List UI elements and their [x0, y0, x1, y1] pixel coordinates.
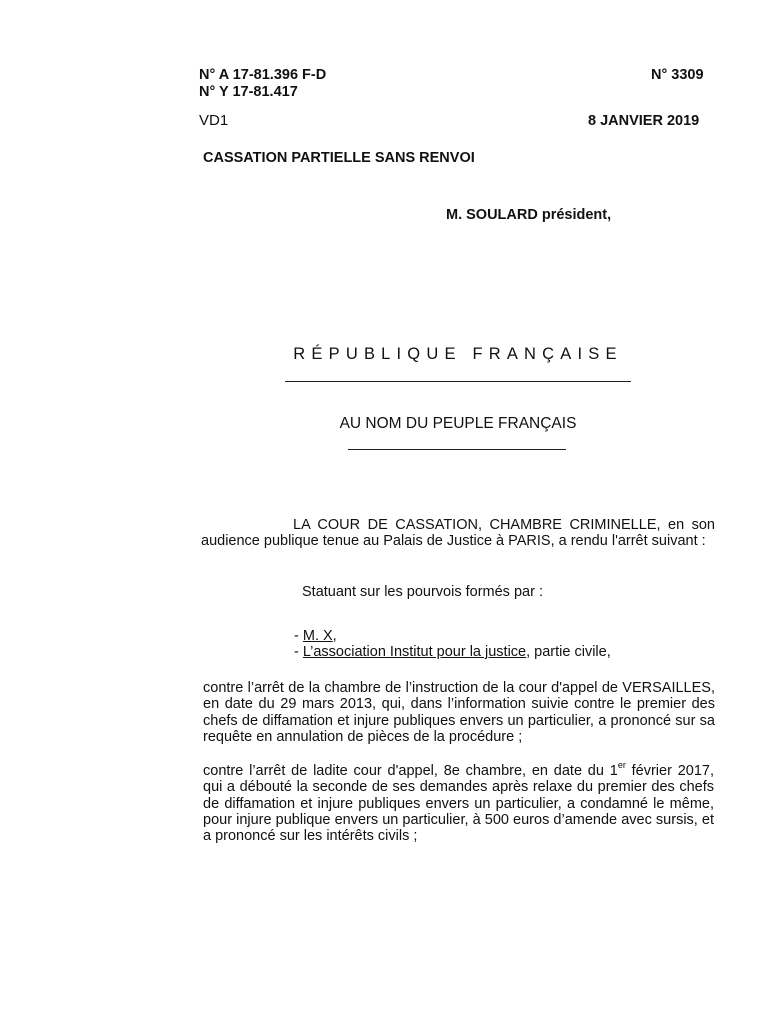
case-reference-primary: N° A 17-81.396 F-D: [199, 67, 327, 83]
case-reference-secondary: N° Y 17-81.417: [199, 84, 298, 100]
party-suffix: , partie civile,: [526, 644, 611, 660]
court-president: M. SOULARD président,: [446, 207, 612, 223]
subheading-divider: [348, 449, 566, 450]
party-name: M. X: [302, 628, 333, 644]
party-bullet: -: [294, 628, 303, 644]
people-heading: AU NOM DU PEUPLE FRANÇAIS: [339, 415, 577, 432]
party-name: L’association Institut pour la justice: [302, 644, 527, 660]
decision-date: 8 JANVIER 2019: [588, 113, 700, 129]
against-paragraph-first: [203, 680, 715, 745]
ruling-statement: Statuant sur les pourvois formés par :: [302, 584, 543, 600]
republic-heading: RÉPUBLIQUE FRANÇAISE: [293, 345, 623, 363]
ordinal-suffix: er: [617, 760, 626, 771]
party-item: [294, 628, 337, 644]
against-text: [203, 760, 714, 845]
intro-text: LA COUR DE CASSATION, CHAMBRE CRIMINELLE, en son audience publique tenue au Palais de Justice à PARIS, a rendu l'arrêt suivant :: [201, 517, 715, 550]
decision-number: N° 3309: [651, 67, 704, 83]
against-text-end: février 2017, qui a débouté la seconde de ses demandes après relaxe du premier des chefs de diffamation et injure publiques envers un particulier, a condamné le même, pour injure publique envers un particulier, à 500 euros d’amende avec sursis, et a prononcé sur les intérêts civils ;: [203, 763, 714, 845]
against-paragraph-second: [203, 760, 714, 845]
party-item: [294, 644, 611, 660]
chamber-code: VD1: [199, 112, 229, 129]
party-suffix: ,: [332, 628, 337, 644]
party-bullet: -: [294, 644, 303, 660]
against-text-start: contre l’arrêt de ladite cour d'appel, 8e chambre, en date du 1: [203, 763, 618, 779]
intro-paragraph: [201, 517, 715, 550]
decision-outcome: CASSATION PARTIELLE SANS RENVOI: [203, 150, 475, 166]
heading-divider: [285, 381, 631, 382]
against-text: contre l’arrêt de la chambre de l’instruction de la cour d'appel de VERSAILLES, en date du 29 mars 2013, qui, dans l’information suivie contre le premier des chefs de diffamation et injure publiques envers un particulier, a prononcé sur sa requête en annulation de pièces de la procédure ;: [203, 680, 715, 745]
